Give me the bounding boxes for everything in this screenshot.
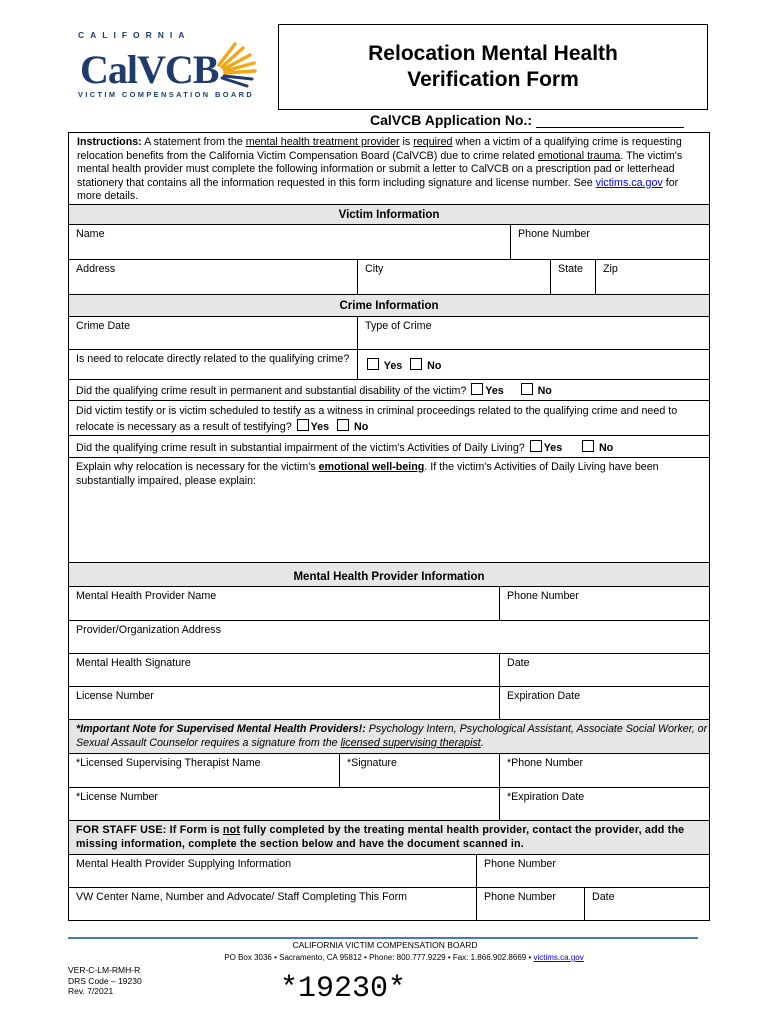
drs-code: DRS Code – 19230 xyxy=(68,975,142,986)
staff-vw-label: VW Center Name, Number and Advocate/ Staff Completing This Form xyxy=(76,891,408,903)
provider-phone-label: Phone Number xyxy=(507,590,579,602)
provider-phone-field[interactable] xyxy=(500,587,709,620)
provider-row-2 xyxy=(69,621,709,654)
instructions-part: when a victim of a qualifying crime is requesting relocation benefits from the California Victim Compensation Board (CalVCB) due to crime related xyxy=(77,136,682,162)
instructions-part: for more details. xyxy=(77,176,679,202)
supervisor-name-label: *Licensed Supervising Therapist Name xyxy=(76,757,261,769)
supervisor-row-2 xyxy=(69,788,709,821)
explain-text: Explain why relocation is necessary for the victim's xyxy=(76,461,319,473)
q4-yes-checkbox[interactable] xyxy=(530,440,542,452)
staff-phone-field[interactable] xyxy=(477,855,709,887)
form-title xyxy=(278,24,708,110)
victim-name-field[interactable] xyxy=(69,225,511,259)
logo-subtitle: VICTIM COMPENSATION BOARD xyxy=(78,90,255,99)
staff-vw-field[interactable] xyxy=(69,888,477,920)
staff-row-2 xyxy=(69,888,709,920)
form-table xyxy=(68,132,710,921)
application-number xyxy=(370,112,684,128)
crime-date-label: Crime Date xyxy=(76,320,131,332)
provider-signature-field[interactable] xyxy=(69,654,500,686)
provider-name-label: Mental Health Provider Name xyxy=(76,590,217,602)
instructions-underline: required xyxy=(413,136,453,148)
staff-row-1 xyxy=(69,855,709,888)
staff-date-label: Date xyxy=(592,891,615,903)
provider-row-1 xyxy=(69,587,709,621)
footer-org: CALIFORNIA VICTIM COMPENSATION BOARD xyxy=(292,940,478,950)
explain-text: . If the victim's Activities of Daily Living have been substantially impaired, please explain: xyxy=(76,461,659,487)
supervised-note-underline: licensed supervising therapist xyxy=(340,736,481,749)
victim-zip-label: Zip xyxy=(603,263,618,275)
instructions-underline: mental health treatment provider xyxy=(245,136,400,148)
crime-q3-text: Did victim testify or is victim scheduled to testify as a witness in criminal proceedings related to the qualifying crime and need to relocate is necessary as a result of testifying? xyxy=(76,405,678,433)
explain-underline: emotional well-being xyxy=(318,461,425,473)
crime-q4 xyxy=(69,436,709,457)
staff-phone-label: Phone Number xyxy=(484,858,556,870)
supervised-note xyxy=(69,720,709,753)
q4-yes-label: Yes xyxy=(543,442,563,454)
crime-q1-row xyxy=(69,350,709,380)
victim-header xyxy=(69,205,709,225)
title-line-2: Verification Form xyxy=(407,68,579,91)
victim-row-1 xyxy=(69,225,709,260)
explain-field[interactable] xyxy=(69,458,709,562)
crime-type-field[interactable] xyxy=(358,317,709,349)
supervised-note-text: Psychology Intern, Psychological Assistant, Associate Social Worker, or Sexual Assault Counselor requires a signature from the xyxy=(76,723,708,749)
sun-logo-icon xyxy=(213,36,259,94)
q2-no-label: No xyxy=(537,385,552,397)
q2-no-checkbox[interactable] xyxy=(521,383,533,395)
staff-phone2-field[interactable] xyxy=(477,888,585,920)
provider-date-field[interactable] xyxy=(500,654,709,686)
application-number-label: CalVCB Application No.: xyxy=(370,112,533,128)
q2-yes-label: Yes xyxy=(485,385,504,397)
q1-yes-label: Yes xyxy=(383,360,403,372)
logo-state-text: CALIFORNIA xyxy=(78,30,191,40)
q3-no-label: No xyxy=(354,420,369,433)
instructions-underline: emotional trauma xyxy=(537,149,621,162)
crime-header xyxy=(69,295,709,317)
q1-yes-checkbox[interactable] xyxy=(367,358,379,370)
staff-use-row xyxy=(69,821,709,855)
instructions-part: is xyxy=(399,136,414,148)
footer-divider xyxy=(68,937,698,939)
footer-link[interactable]: victims.ca.gov xyxy=(533,953,584,962)
supervisor-row-1 xyxy=(69,754,709,788)
staff-note-text: FOR STAFF USE: If Form is xyxy=(76,824,223,836)
instructions-row xyxy=(69,133,709,205)
q3-yes-checkbox[interactable] xyxy=(297,419,309,431)
victim-phone-field[interactable] xyxy=(511,225,709,259)
crime-q2 xyxy=(69,380,709,400)
instructions-text xyxy=(69,133,709,204)
supervised-note-end: . xyxy=(480,736,484,749)
provider-date-label: Date xyxy=(507,657,530,669)
supervisor-expiration-field[interactable] xyxy=(500,788,709,820)
crime-type-label: Type of Crime xyxy=(365,320,432,332)
victim-address-field[interactable] xyxy=(69,260,358,294)
victims-link[interactable]: victims.ca.gov xyxy=(595,176,663,189)
victim-city-field[interactable] xyxy=(358,260,551,294)
title-line-1: Relocation Mental Health xyxy=(368,42,618,65)
victim-state-label: State xyxy=(558,263,583,275)
victim-header-text: Victim Information xyxy=(338,208,440,221)
form-code: VER-C-LM-RMH-R xyxy=(68,965,141,975)
staff-date-field[interactable] xyxy=(585,888,709,920)
crime-row-1 xyxy=(69,317,709,350)
crime-q1-options xyxy=(358,350,709,379)
q4-no-label: No xyxy=(598,442,614,454)
staff-supplying-field[interactable] xyxy=(69,855,477,887)
footer-address xyxy=(0,953,770,962)
staff-note-underline: not xyxy=(222,824,241,836)
provider-license-field[interactable] xyxy=(69,687,500,719)
provider-name-field[interactable] xyxy=(69,587,500,620)
victim-state-field[interactable] xyxy=(551,260,596,294)
provider-header-text: Mental Health Provider Information xyxy=(293,570,485,583)
supervisor-signature-label: *Signature xyxy=(347,757,397,769)
crime-q2-row xyxy=(69,380,709,401)
provider-expiration-field[interactable] xyxy=(500,687,709,719)
victim-phone-label: Phone Number xyxy=(518,228,590,240)
instructions-part: . The victim's mental health provider must complete the following information or submit a letter to CalVCB on a prescription pad or letterhead stationery that contains all the information requested in this form including signature and license number. See xyxy=(77,149,683,189)
provider-license-label: License Number xyxy=(76,690,154,702)
crime-q2-text: Did the qualifying crime result in permanent and substantial disability of the victim? xyxy=(76,385,467,397)
supervisor-license-label: *License Number xyxy=(76,791,158,803)
supervisor-expiration-label: *Expiration Date xyxy=(507,791,585,803)
q3-yes-label: Yes xyxy=(310,420,330,433)
barcode-text: *19230* xyxy=(280,972,407,1006)
victim-name-label: Name xyxy=(76,228,105,240)
provider-row-3 xyxy=(69,654,709,687)
form-codes xyxy=(68,965,142,997)
crime-q3 xyxy=(69,401,709,435)
q2-yes-checkbox[interactable] xyxy=(471,383,483,395)
q4-no-checkbox[interactable] xyxy=(582,440,594,452)
staff-supplying-label: Mental Health Provider Supplying Information xyxy=(76,858,292,870)
victim-row-2 xyxy=(69,260,709,295)
supervised-note-row xyxy=(69,720,709,754)
provider-address-field[interactable] xyxy=(69,621,709,653)
supervisor-phone-label: *Phone Number xyxy=(507,757,584,769)
crime-q4-text: Did the qualifying crime result in substantial impairment of the victim's Activities of Daily Living? xyxy=(76,442,525,454)
supervisor-signature-field[interactable] xyxy=(340,754,500,787)
supervisor-phone-field[interactable] xyxy=(500,754,709,787)
supervisor-license-field[interactable] xyxy=(69,788,500,820)
supervised-note-label: *Important Note for Supervised Mental Health Providers!: xyxy=(76,723,366,735)
q3-no-checkbox[interactable] xyxy=(337,419,349,431)
provider-row-4 xyxy=(69,687,709,720)
victim-zip-field[interactable] xyxy=(596,260,709,294)
victim-city-label: City xyxy=(365,263,384,275)
revision: Rev. 7/2021 xyxy=(68,986,114,996)
logo-name: CalVCB xyxy=(80,47,219,92)
provider-signature-label: Mental Health Signature xyxy=(76,657,191,669)
provider-address-label: Provider/Organization Address xyxy=(76,624,221,636)
crime-q1-text: Is need to relocate directly related to the qualifying crime? xyxy=(69,350,358,379)
footer-address-text: PO Box 3036 • Sacramento, CA 95812 • Phone: 800.777.9229 • Fax: 1.866.902.8669 • xyxy=(224,953,534,962)
staff-note-text: fully completed by the treating mental health provider, contact the provider, add the missing information, complete the section below and have the document scanned in. xyxy=(76,824,685,850)
victim-address-label: Address xyxy=(76,263,116,275)
provider-expiration-label: Expiration Date xyxy=(507,690,581,702)
staff-use-note xyxy=(69,821,709,854)
provider-header xyxy=(69,563,709,587)
crime-date-field[interactable] xyxy=(69,317,358,349)
crime-q3-row xyxy=(69,401,709,436)
explain-row xyxy=(69,458,709,563)
application-number-field[interactable] xyxy=(536,115,684,128)
q1-no-label: No xyxy=(427,360,442,372)
supervisor-name-field[interactable] xyxy=(69,754,340,787)
crime-header-text: Crime Information xyxy=(339,299,439,312)
instructions-label: Instructions: xyxy=(77,136,142,148)
staff-phone2-label: Phone Number xyxy=(484,891,556,903)
instructions-part: A statement from the xyxy=(141,136,246,148)
q1-no-checkbox[interactable] xyxy=(410,358,422,370)
crime-q4-row xyxy=(69,436,709,458)
